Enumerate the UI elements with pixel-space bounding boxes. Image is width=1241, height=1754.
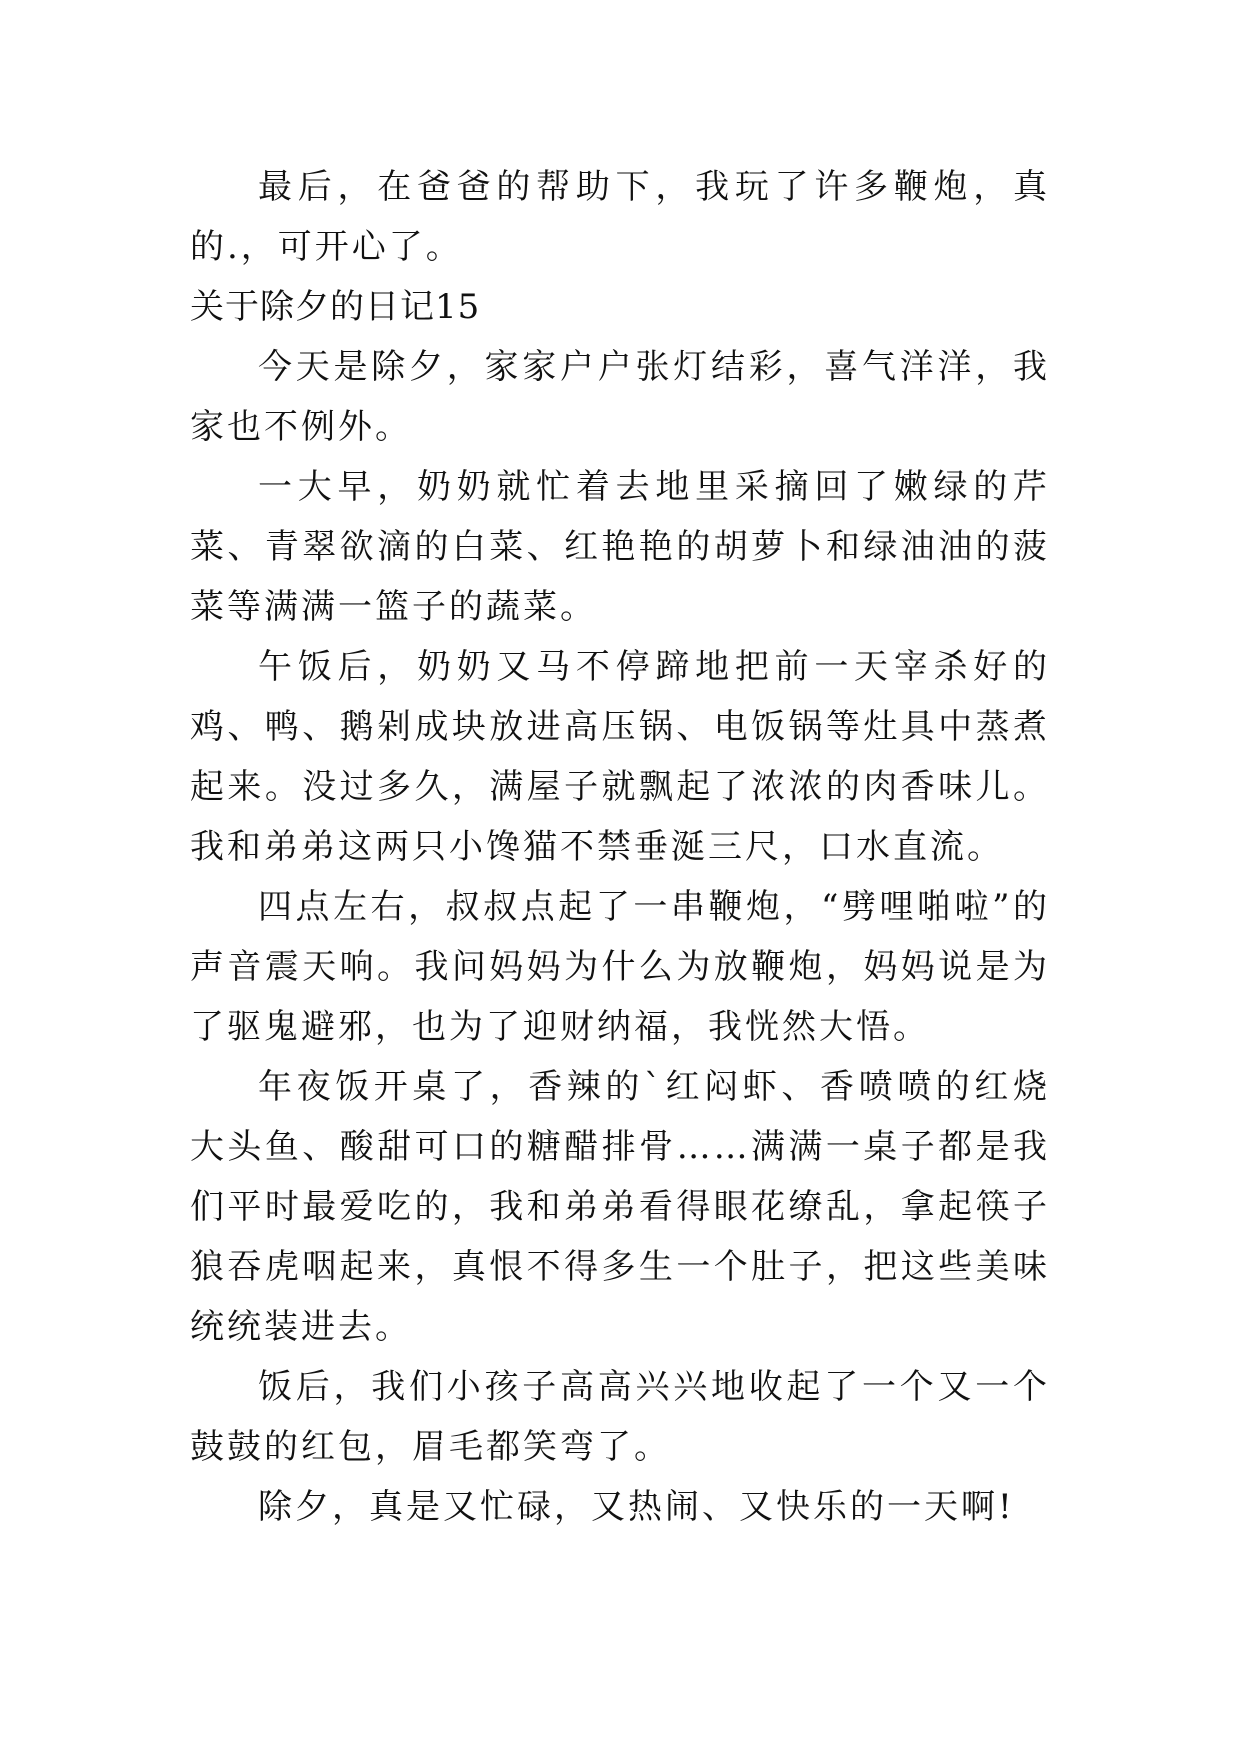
paragraph-4: 四点左右，叔叔点起了一串鞭炮，“劈哩啪啦”的声音震天响。我问妈妈为什么为放鞭炮，妈妈说是为了驱鬼避邪，也为了迎财纳福，我恍然大悟。 xyxy=(190,887,1050,1047)
section-title: 关于除夕的日记15 xyxy=(190,287,481,327)
paragraph-5: 年夜饭开桌了，香辣的`红闷虾、香喷喷的红烧大头鱼、酸甜可口的糖醋排骨……满满一桌子都是我们平时最爱吃的，我和弟弟看得眼花缭乱，拿起筷子狼吞虎咽起来，真恨不得多生一个肚子，把这些美味统统装进去。 xyxy=(190,1067,1050,1347)
paragraph-2: 一大早，奶奶就忙着去地里采摘回了嫩绿的芹菜、青翠欲滴的白菜、红艳艳的胡萝卜和绿油油的菠菜等满满一篮子的蔬菜。 xyxy=(190,467,1050,627)
paragraph-1: 今天是除夕，家家户户张灯结彩，喜气洋洋，我家也不例外。 xyxy=(190,347,1050,447)
paragraph-3: 午饭后，奶奶又马不停蹄地把前一天宰杀好的鸡、鸭、鹅剁成块放进高压锅、电饭锅等灶具中蒸煮起来。没过多久，满屋子就飘起了浓浓的肉香味儿。我和弟弟这两只小馋猫不禁垂涎三尺，口水直流。 xyxy=(190,647,1050,867)
paragraph-6: 饭后，我们小孩子高高兴兴地收起了一个又一个鼓鼓的红包，眉毛都笑弯了。 xyxy=(190,1367,1050,1467)
document-page xyxy=(190,157,1050,1537)
intro-paragraph: 最后，在爸爸的帮助下，我玩了许多鞭炮，真的.，可开心了。 xyxy=(190,167,1050,267)
paragraph-7: 除夕，真是又忙碌，又热闹、又快乐的一天啊! xyxy=(258,1487,1015,1527)
